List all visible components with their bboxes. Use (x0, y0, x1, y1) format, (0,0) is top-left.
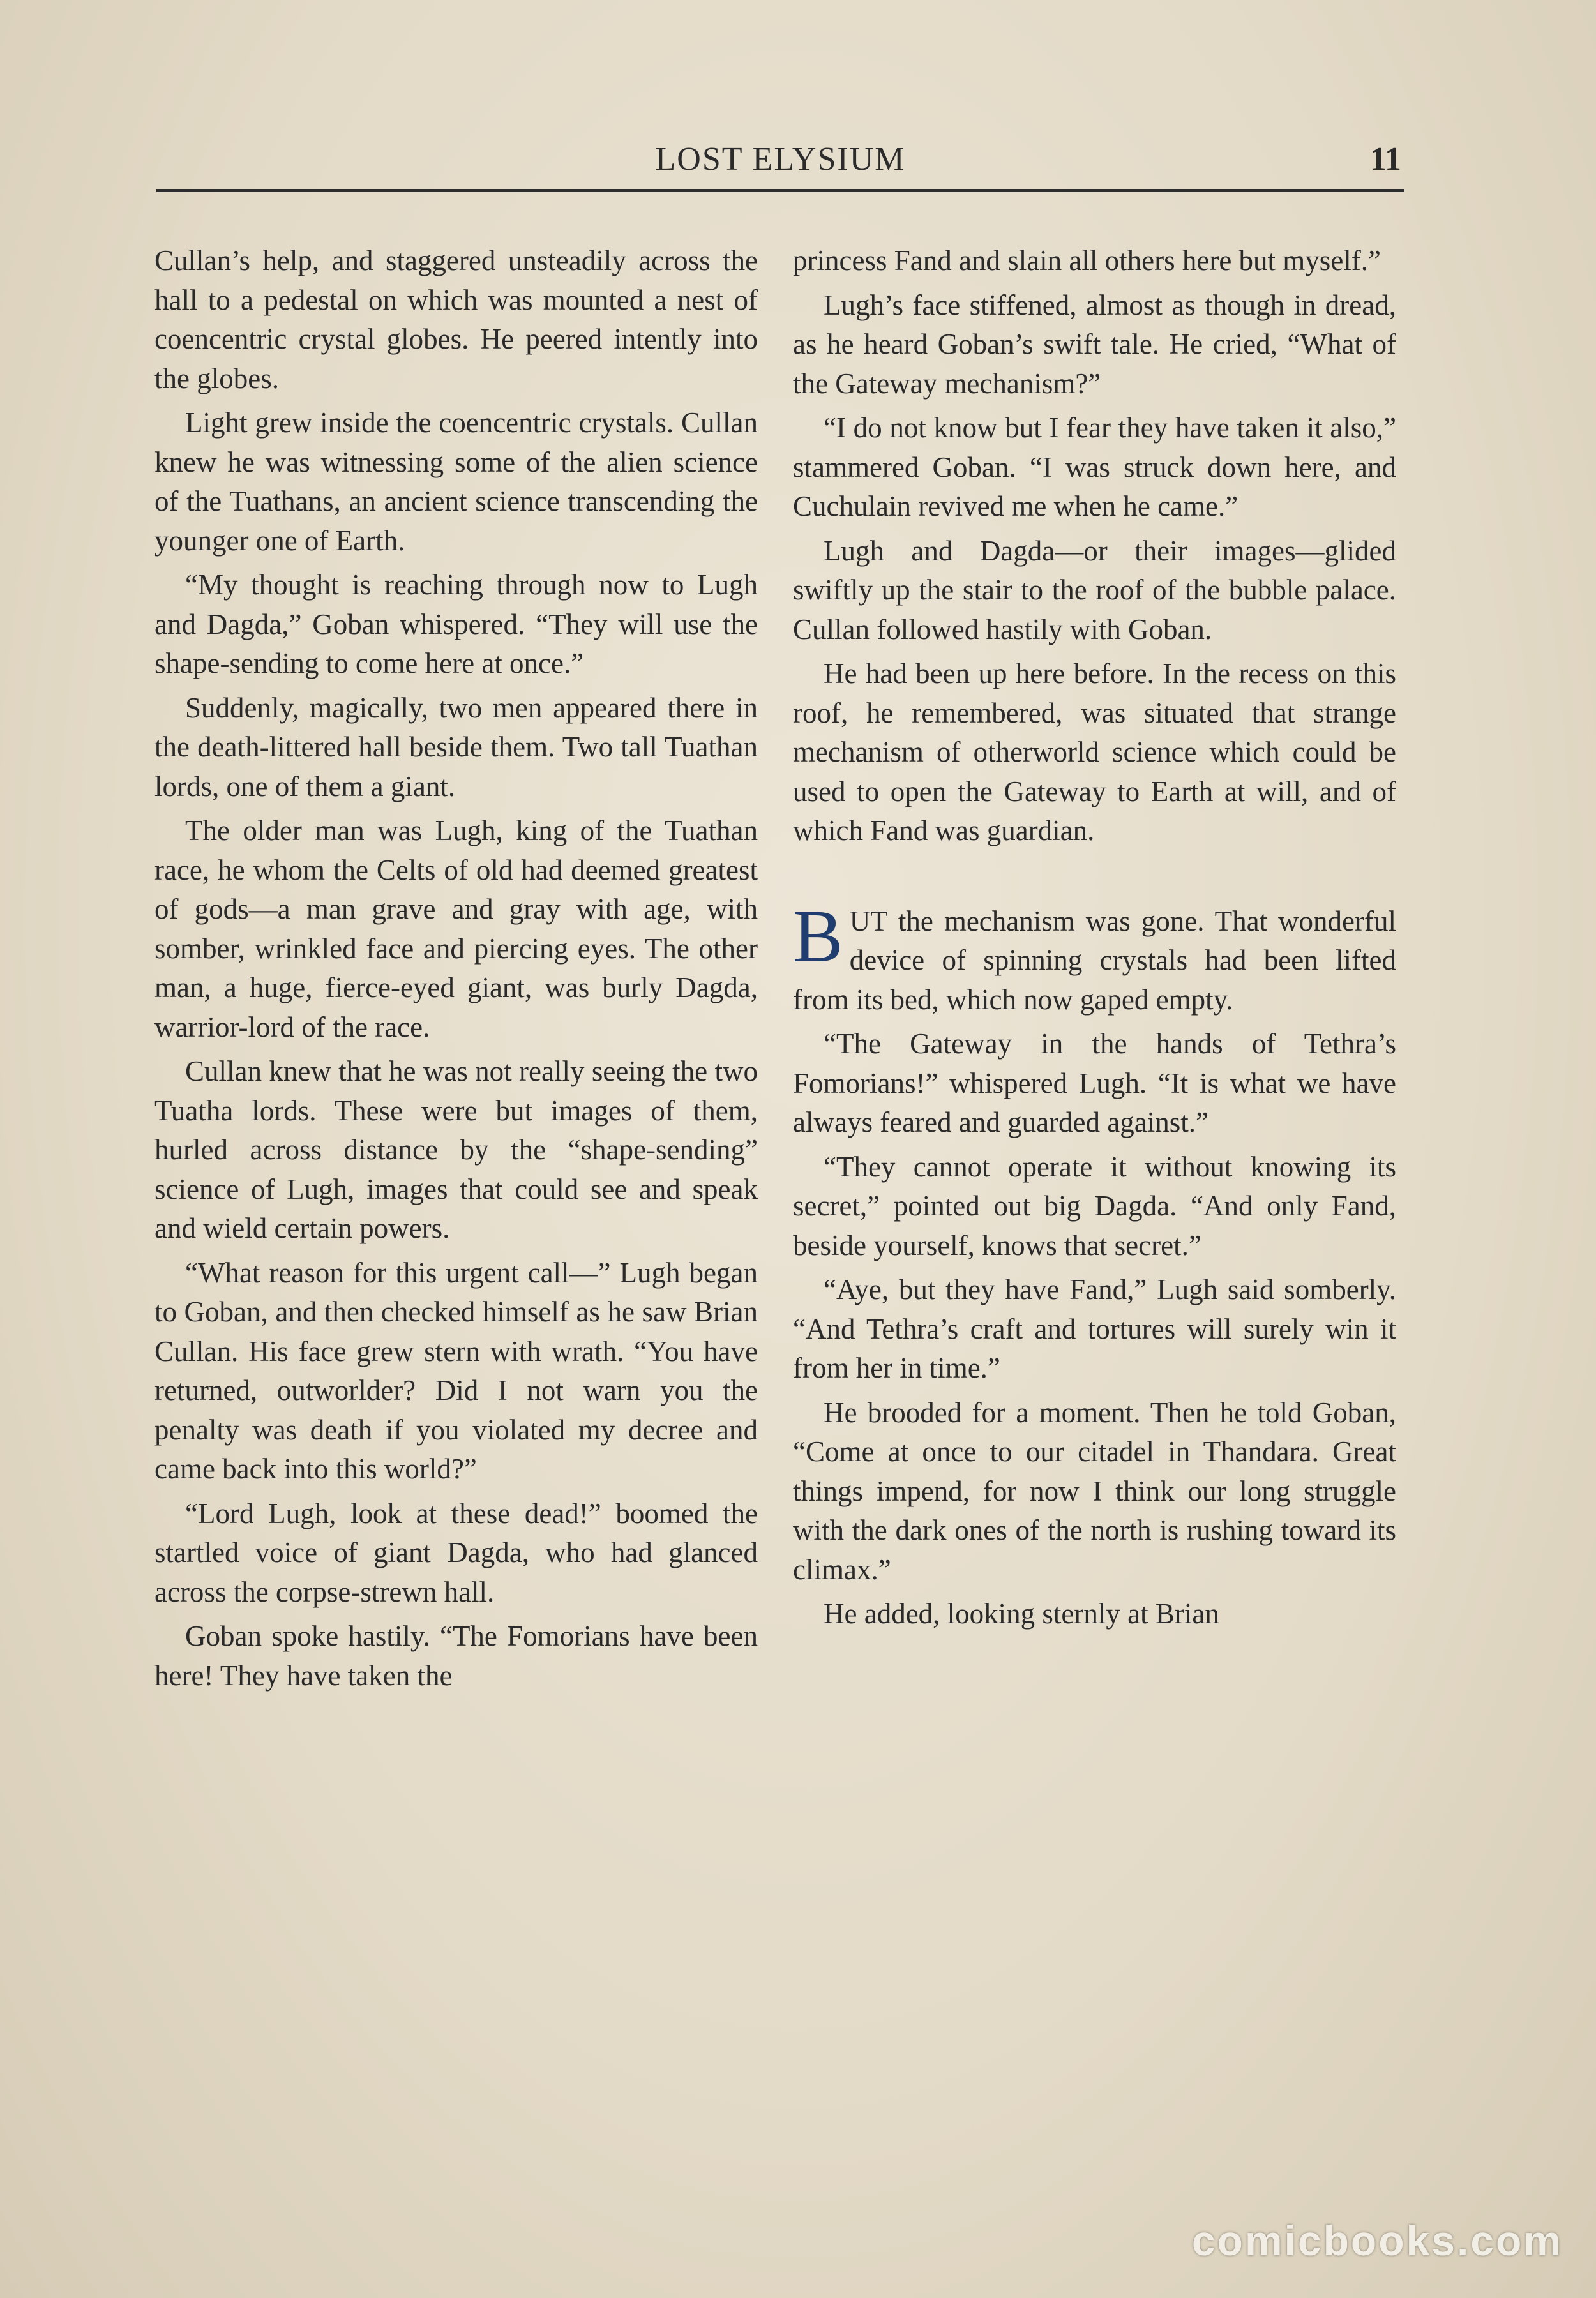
left-column (154, 241, 758, 1701)
site-watermark: comicbooks.com (1191, 2217, 1563, 2264)
running-title: LOST ELYSIUM (655, 141, 906, 177)
paragraph: “They cannot operate it without knowing its secret,” pointed out big Dagda. “And only Fand, beside yourself, knows that secret.” (793, 1150, 1396, 1261)
running-header (160, 140, 1401, 185)
paragraph: “I do not know but I fear they have taken it also,” stammered Goban. “I was struck down here, and Cuchulain revived me when he came.” (793, 412, 1396, 522)
paragraph: The older man was Lugh, king of the Tuathan race, he whom the Celts of old had deemed greatest of gods—a man grave and gray with age, with somber, wrinkled face and piercing eyes. The other man, a huge, fierce-eyed giant, was burly Dagda, warrior-lord of the race. (154, 815, 758, 1043)
paragraph: Suddenly, magically, two men appeared there in the death-littered hall beside them. Two tall Tuathan lords, one of them a giant. (154, 691, 758, 802)
paragraph: “Lord Lugh, look at these dead!” boomed the startled voice of giant Dagda, who had glanced across the corpse-strewn hall. (154, 1497, 758, 1608)
paragraph: “What reason for this urgent call—” Lugh began to Goban, and then checked himself as he saw Brian Cullan. His face grew stern with wrath. “You have returned, outworlder? Did I not warn you the penalty was death if you violated my decree and came back into this world?” (154, 1256, 758, 1485)
paragraph-text: UT the mechanism was gone. That wonderful device of spinning crystals had been lifted from its bed, which now gaped empty. (793, 905, 1396, 1016)
paragraph: Lugh and Dagda—or their images—glided swiftly up the stair to the roof of the bubble palace. Cullan followed hastily with Goban. (793, 534, 1396, 645)
paragraph: princess Fand and slain all others here but myself.” (793, 244, 1381, 276)
right-column (793, 241, 1396, 1639)
paragraph: “The Gateway in the hands of Tethra’s Fomorians!” whispered Lugh. “It is what we have always feared and guarded against.” (793, 1028, 1396, 1138)
header-rule (156, 189, 1404, 192)
paragraph: Cullan’s help, and staggered unsteadily across the hall to a pedestal on which was mounted a nest of coencentric crystal globes. He peered intently into the globes. (154, 244, 758, 394)
paragraph: Light grew inside the coencentric crystals. Cullan knew he was witnessing some of the alien science of the Tuathans, an ancient science transcending the younger one of Earth. (154, 407, 758, 557)
drop-cap: B (793, 894, 843, 978)
paragraph: Lugh’s face stiffened, almost as though in dread, as he heard Goban’s swift tale. He cried, “What of the Gateway mechanism?” (793, 289, 1396, 400)
paragraph: Goban spoke hastily. “The Fomorians have been here! They have taken the (154, 1620, 758, 1692)
paragraph: He brooded for a moment. Then he told Goban, “Come at once to our citadel in Thandara. Great things impend, for now I think our long struggle with the dark ones of the north is rushing toward its climax.” (793, 1396, 1396, 1586)
page-number: 11 (1369, 141, 1401, 177)
paragraph: He added, looking sternly at Brian (824, 1598, 1219, 1630)
paragraph: Cullan knew that he was not really seeing the two Tuatha lords. These were but images of them, hurled across distance by the “shape-sending” science of Lugh, images that could see and speak and wield certain powers. (154, 1055, 758, 1244)
paragraph: He had been up here before. In the recess on this roof, he remembered, was situated that strange mechanism of otherworld science which could be used to open the Gateway to Earth at will, and of which Fand was guardian. (793, 657, 1396, 846)
paragraph: “Aye, but they have Fand,” Lugh said somberly. “And Tethra’s craft and tortures will surely win it from her in time.” (793, 1273, 1396, 1384)
section-opening-paragraph (793, 894, 1396, 1020)
paragraph: “My thought is reaching through now to Lugh and Dagda,” Goban whispered. “They will use the shape-sending to come here at once.” (154, 569, 758, 679)
